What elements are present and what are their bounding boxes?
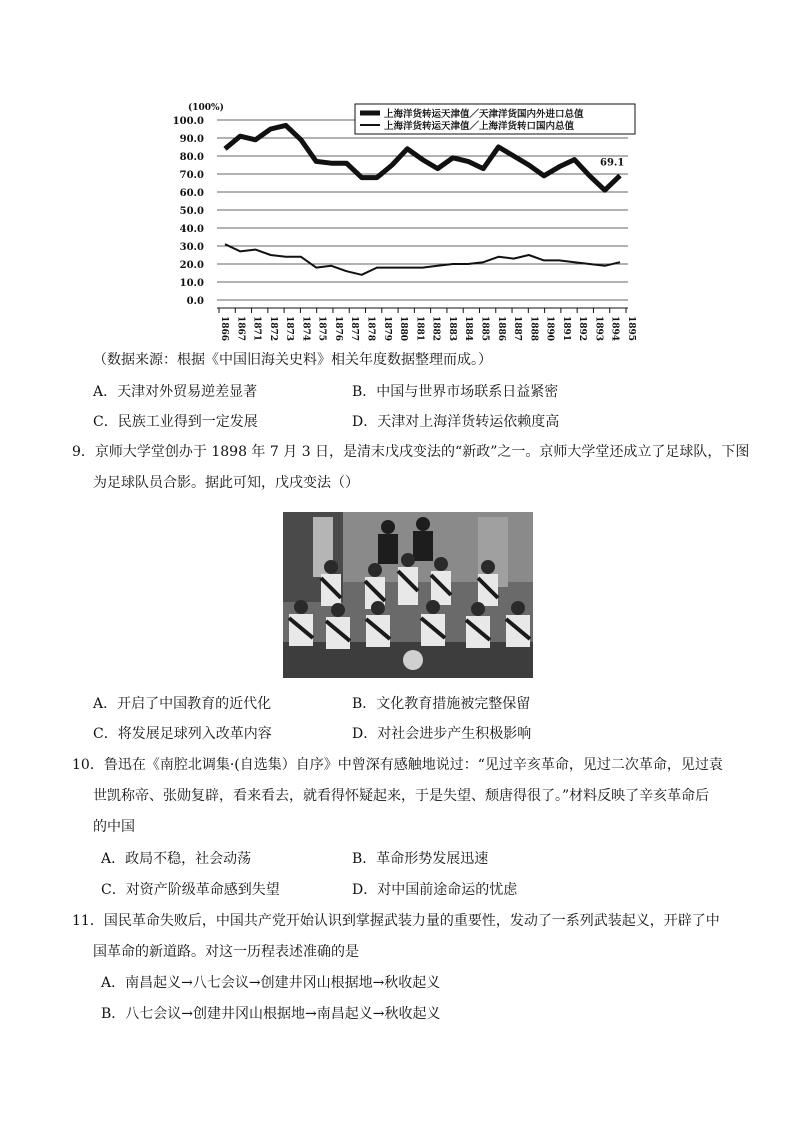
q8-option-a: A．天津对外贸易逆差显著	[93, 384, 258, 400]
q11-stem-line2: 国革命的新道路。对这一历程表述准确的是	[93, 944, 359, 960]
q10-option-d: D．对中国前途命运的忧虑	[352, 882, 518, 898]
trade-ratio-chart	[172, 96, 640, 346]
x-tick-label: 1867	[235, 316, 246, 342]
q8-option-c: C．民族工业得到一定发展	[93, 414, 258, 430]
chart-source-note: （数据来源：根据《中国旧海关史料》相关年度数据整理而成。）	[93, 352, 492, 368]
x-tick-label: 1884	[463, 316, 474, 342]
q9-option-b: B．文化教育措施被完整保留	[352, 696, 531, 712]
y-tick-label: 50.0	[179, 206, 204, 217]
x-tick-label: 1866	[219, 316, 229, 342]
x-tick-label: 1877	[349, 316, 360, 342]
x-tick-label: 1885	[479, 316, 490, 342]
football-team-photo-drawing	[283, 512, 533, 678]
series-line-tianjin-import-share	[225, 125, 620, 190]
x-tick-label: 1893	[593, 316, 604, 342]
q10-option-c: C．对资产阶级革命感到失望	[101, 882, 280, 898]
y-unit-label: (100%)	[188, 103, 224, 113]
q10-stem-line2: 世凯称帝、张勋复辟，看来看去，就看得怀疑起来，于是失望、颓唐得很了。”材料反映了辛亥革命后	[93, 788, 710, 804]
y-tick-label: 30.0	[179, 242, 204, 253]
x-tick-label: 1875	[316, 316, 327, 342]
x-tick-label: 1882	[430, 316, 441, 342]
q9-stem-line1: 9．京师大学堂创办于 1898 年 7 月 3 日，是清末戊戌变法的“新政”之一。京师大学堂还成立了足球队，下图	[72, 444, 750, 460]
q8-option-b: B．中国与世界市场联系日益紧密	[352, 384, 559, 400]
q9-option-a: A．开启了中国教育的近代化	[93, 696, 272, 712]
q8-option-d: D．天津对上海洋货转运依赖度高	[352, 414, 560, 430]
x-tick-label: 1871	[251, 316, 262, 342]
x-tick-label: 1879	[381, 316, 392, 342]
legend-label: 上海洋货转运天津值／上海洋货转口国内总值	[384, 121, 575, 132]
y-tick-label: 80.0	[179, 152, 204, 163]
y-tick-label: 40.0	[179, 224, 204, 235]
x-tick-label: 1880	[398, 316, 409, 342]
y-tick-label: 20.0	[179, 260, 204, 271]
q9-option-d: D．对社会进步产生积极影响	[352, 726, 532, 742]
y-tick-label: 60.0	[179, 188, 204, 199]
x-tick-label: 1881	[414, 316, 425, 342]
x-tick-label: 1887	[512, 316, 523, 342]
x-tick-label: 1891	[560, 316, 571, 342]
legend-label: 上海洋货转运天津值／天津洋货国内外进口总值	[384, 109, 584, 120]
q10-stem-line3: 的中国	[93, 819, 135, 835]
q10-option-a: A．政局不稳，社会动荡	[101, 851, 252, 867]
q9-option-c: C．将发展足球列入改革内容	[93, 726, 272, 742]
x-tick-label: 1895	[626, 316, 636, 342]
x-tick-label: 1892	[577, 316, 588, 342]
y-tick-label: 70.0	[179, 170, 204, 181]
y-tick-label: 10.0	[179, 278, 204, 289]
x-tick-label: 1872	[267, 316, 278, 342]
y-tick-label: 100.0	[172, 116, 204, 127]
q10-option-b: B．革命形势发展迅速	[352, 851, 489, 867]
x-tick-label: 1874	[300, 316, 311, 342]
q9-stem-line2: 为足球队员合影。据此可知，戊戌变法（）	[93, 475, 359, 491]
y-tick-label: 0.0	[186, 296, 204, 307]
data-label-69-1: 69.1	[600, 157, 625, 169]
x-tick-label: 1888	[528, 316, 539, 342]
q10-stem-line1: 10．鲁迅在《南腔北调集·(自选集）自序》中曾深有感触地说过：“见过辛亥革命，见过二次革命，见过袁	[72, 757, 723, 773]
x-tick-label: 1894	[609, 316, 620, 342]
q11-option-a: A．南昌起义→八七会议→创建井冈山根据地→秋收起义	[101, 975, 441, 991]
x-tick-label: 1878	[365, 316, 376, 342]
q11-stem-line1: 11．国民革命失败后，中国共产党开始认识到掌握武装力量的重要性，发动了一系列武装起义，开辟了中	[72, 913, 720, 929]
y-tick-label: 90.0	[179, 134, 204, 145]
x-tick-label: 1890	[544, 316, 555, 342]
q11-option-b: B．八七会议→创建井冈山根据地→南昌起义→秋收起义	[101, 1006, 441, 1022]
x-tick-label: 1873	[284, 316, 295, 342]
x-tick-label: 1883	[446, 316, 457, 342]
x-tick-label: 1886	[495, 316, 506, 342]
line-chart	[172, 96, 640, 346]
football-team-photo	[283, 512, 533, 678]
x-tick-label: 1876	[332, 316, 343, 342]
series-line-shanghai-reexport-share	[225, 244, 620, 275]
